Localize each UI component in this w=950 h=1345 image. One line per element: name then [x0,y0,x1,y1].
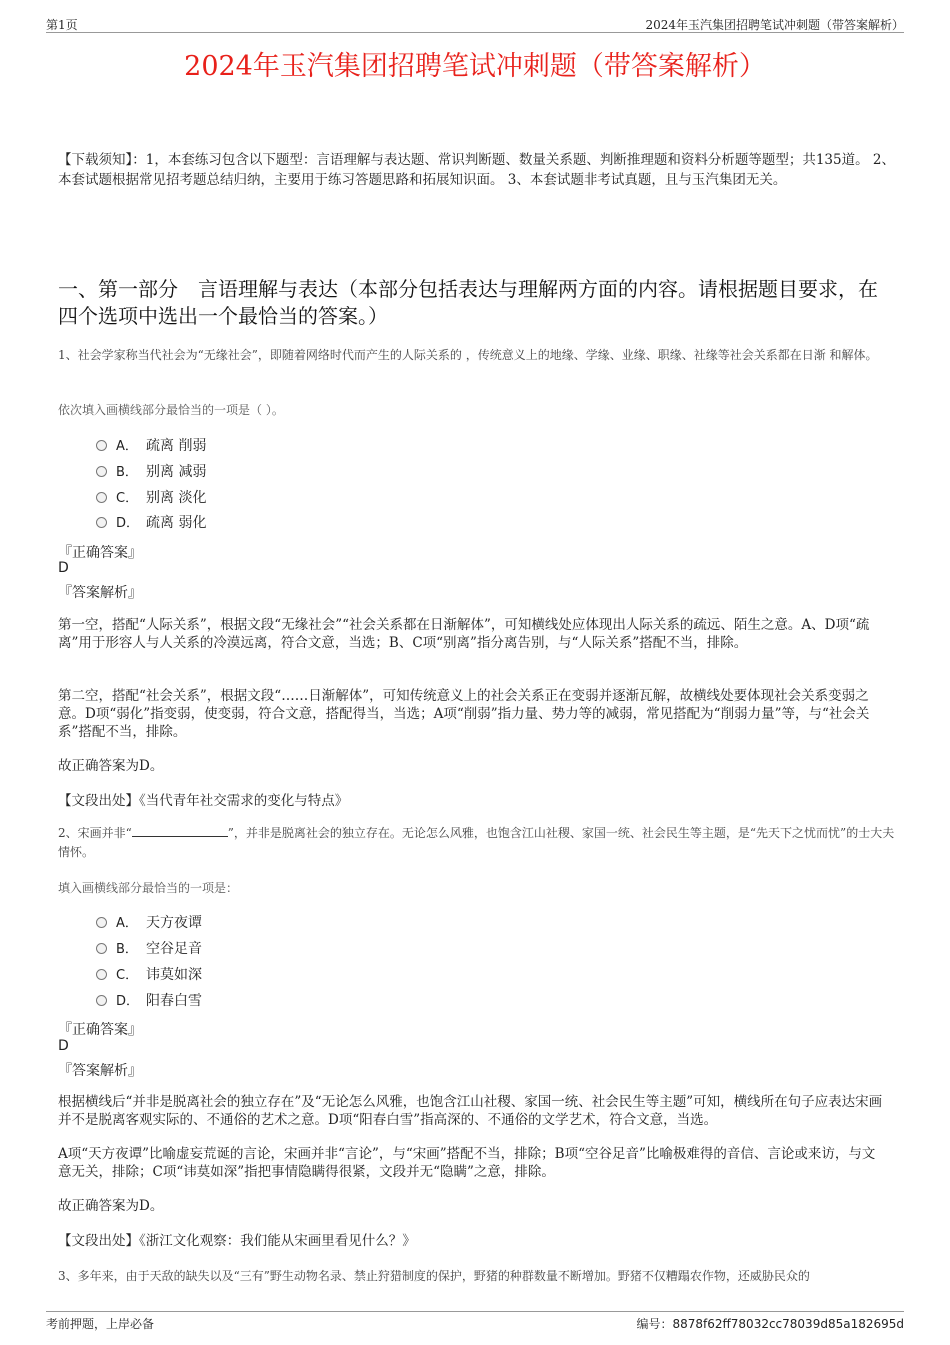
page-footer [46,1311,904,1332]
section-heading: 一、第一部分 言语理解与表达（本部分包括表达与理解两方面的内容。请根据题目要求，在四个选项中选出一个最恰当的答案。） [58,277,878,328]
question-1-text: 1、社会学家称当代社会为“无缘社会”，即随着网络时代而产生的人际关系的 ，传统意义上的地缘、学缘、业缘、职缘、社缘等社会关系都在日渐 和解体。 [58,348,878,362]
question-2-analysis-1: 根据横线后“并非是脱离社会的独立存在”及“无论怎么风雅，也饱含江山社稷、家国一统、社会民生等主题”可知，横线所在句子应表达宋画并不是脱离客观实际的、不通俗的艺术之意。D项“阳春白雪”指高深的、不通俗的文学艺术，符合文意，当选。 [58,1094,883,1128]
question-1-option-b[interactable]: B． 别离 减弱 [96,462,206,482]
question-1-option-a[interactable]: A． 疏离 削弱 [96,436,206,456]
radio-icon[interactable] [96,943,107,954]
analysis-label: 『答案解析』 [58,1063,142,1079]
question-1-option-c[interactable]: C． 别离 淡化 [96,488,206,508]
download-notice: 【下载须知】：1，本套练习包含以下题型：言语理解与表达题、常识判断题、数量关系题、判断推理题和资料分析题等题型；共135道。 2、本套试题根据常见招考题总结归纳，主要用于练习答题思路和拓展知识面。 3、本套试题非考试真题，且与玉汽集团无关。 [58,152,895,188]
question-1-prompt: 依次填入画横线部分最恰当的一项是（ ）。 [58,403,284,417]
radio-icon[interactable] [96,969,107,980]
radio-icon[interactable] [96,466,107,477]
question-2-analysis-2: A项“天方夜谭”比喻虚妄荒诞的言论，宋画并非“言论”，与“宋画”搭配不当，排除；B项“空谷足音”比喻极难得的音信、言论或来访，与文意无关，排除；C项“讳莫如深”指把事情隐瞒得很紧，文段并无“隐瞒”之意，排除。 [58,1146,876,1180]
header-title: 2024年玉汽集团招聘笔试冲刺题（带答案解析） [645,18,904,32]
footer-slogan: 考前押题，上岸必备 [46,1317,155,1331]
question-2-option-b[interactable]: B． 空谷足音 [96,939,202,959]
document-title: 2024年玉汽集团招聘笔试冲刺题（带答案解析） [184,51,766,82]
question-1-option-d[interactable]: D． 疏离 弱化 [96,513,206,533]
question-3-text: 3、多年来，由于天敌的缺失以及“三有”野生动物名录、禁止狩猎制度的保护，野猪的种群数量不断增加。野猪不仅糟蹋农作物，还威胁民众的 [58,1269,810,1283]
correct-answer-label: 『正确答案』 [58,1022,142,1038]
page-header [46,14,904,33]
question-1-source: 【文段出处】《当代青年社交需求的变化与特点》 [58,793,349,809]
question-2-source: 【文段出处】《浙江文化观察：我们能从宋画里看见什么？》 [58,1233,416,1249]
radio-icon[interactable] [96,517,107,528]
radio-icon[interactable] [96,492,107,503]
correct-answer-label: 『正确答案』 [58,545,142,561]
page-number: 第1页 [46,18,78,32]
question-2-text: 2、宋画并非“ ”，并非是脱离社会的独立存在。无论怎么风雅，也饱含江山社稷、家国一统、社会民生等主题，是“先天下之忧而忧”的士大夫情怀。 [58,826,895,859]
radio-icon[interactable] [96,440,107,451]
question-2-prompt: 填入画横线部分最恰当的一项是： [58,881,239,895]
question-1-conclusion: 故正确答案为D。 [58,758,164,774]
question-1-analysis-1: 第一空，搭配“人际关系”，根据文段“无缘社会”“社会关系都在日渐解体”，可知横线处应体现出人际关系的疏远、陌生之意。A、D项“疏离”用于形容人与人关系的冷漠远离，符合文意，当选；B、C项“别离”指分离告别，与“人际关系”搭配不当，排除。 [58,617,870,651]
fill-blank [132,825,228,837]
question-2-conclusion: 故正确答案为D。 [58,1198,164,1214]
question-2-answer: D [58,1038,69,1054]
question-1-analysis-2: 第二空，搭配“社会关系”，根据文段“……日渐解体”，可知传统意义上的社会关系正在变弱并逐渐瓦解，故横线处要体现社会关系变弱之意。D项“弱化”指变弱，使变弱，符合文意，搭配得当，当选；A项“削弱”指力量、势力等的减弱，常见搭配为“削弱力量”等，与“社会关系”搭配不当，排除。 [58,688,870,740]
radio-icon[interactable] [96,917,107,928]
question-1-answer: D [58,560,69,576]
analysis-label: 『答案解析』 [58,585,142,601]
question-2-option-a[interactable]: A． 天方夜谭 [96,913,202,933]
radio-icon[interactable] [96,995,107,1006]
question-2-option-c[interactable]: C． 讳莫如深 [96,965,202,985]
question-2-option-d[interactable]: D． 阳春白雪 [96,991,202,1011]
document-code: 编号：8878f62ff78032cc78039d85a182695d [636,1317,904,1331]
